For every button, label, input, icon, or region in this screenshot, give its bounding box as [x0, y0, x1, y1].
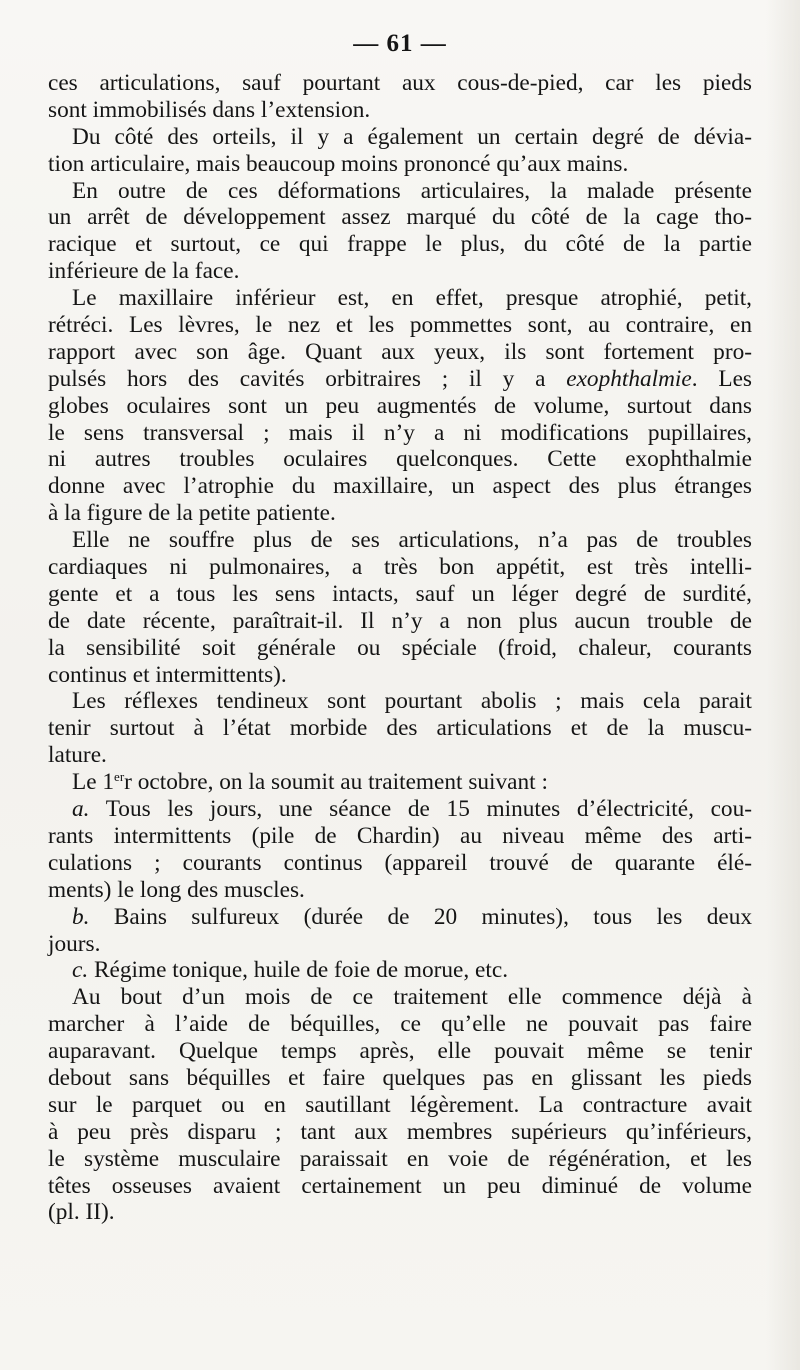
text-line: c. Régime tonique, huile de foie de morue, etc.: [72, 957, 509, 984]
text-line: rapport avec son âge. Quant aux yeux, ils sont fortement pro-: [48, 338, 752, 365]
text-line: En outre de ces déformations articulaires, la malade présente: [72, 177, 752, 204]
text-line: tenir surtout à l’état morbide des articulations et de la muscu-: [48, 715, 752, 742]
text-line: ces articulations, sauf pourtant aux cous-de-pied, car les pieds: [48, 70, 752, 96]
paragraph: [48, 688, 752, 769]
paragraph: [48, 70, 752, 124]
text-line: le système musculaire paraissait en voie de régénération, et les: [48, 1145, 752, 1172]
text-line: Le 1err octobre, on la soumit au traitement suivant :: [72, 769, 548, 796]
text-line: sur le parquet ou en sautillant légèrement. La contracture avait: [48, 1091, 752, 1118]
text-line: gente et a tous les sens intacts, sauf un léger degré de surdité,: [48, 580, 752, 607]
text-line: Au bout d’un mois de ce traitement elle commence déjà à: [72, 984, 752, 1011]
text-line: Les réflexes tendineux sont pourtant abolis ; mais cela parait: [72, 688, 752, 715]
text-line: ni autres troubles oculaires quelconques. Cette exophthalmie: [48, 446, 752, 473]
paragraph: [48, 796, 752, 904]
paragraph: [48, 285, 752, 527]
page-number: — 61 —: [353, 30, 447, 57]
text-line: Le maxillaire inférieur est, en effet, presque atrophié, petit,: [72, 285, 752, 312]
body-text: [48, 70, 752, 1226]
paragraph: [48, 904, 752, 958]
text-line: le sens transversal ; mais il n’y a ni modifications pupillaires,: [48, 419, 752, 446]
text-line: sont immobilisés dans l’extension.: [48, 96, 371, 123]
text-line: b. Bains sulfureux (durée de 20 minutes), tous les deux: [72, 903, 752, 930]
text-line: jours.: [48, 930, 101, 957]
text-line: Du côté des orteils, il y a également un certain degré de dévia-: [72, 123, 752, 150]
text-line: tion articulaire, mais beaucoup moins prononcé qu’aux mains.: [48, 150, 629, 177]
text-line: a. Tous les jours, une séance de 15 minutes d’électricité, cou-: [72, 796, 752, 823]
text-line: auparavant. Quelque temps après, elle pouvait même se tenir: [48, 1038, 752, 1065]
paragraph: [48, 769, 752, 796]
text-line: culations ; courants continus (appareil trouvé de quarante élé-: [48, 849, 752, 876]
text-line: têtes osseuses avaient certainement un peu diminué de volume: [48, 1172, 752, 1199]
text-line: ments) le long des muscles.: [48, 876, 305, 903]
text-line: (pl. II).: [48, 1199, 115, 1226]
text-line: un arrêt de développement assez marqué du côté de la cage tho-: [48, 204, 752, 231]
text-line: rants intermittents (pile de Chardin) au niveau même des arti-: [48, 822, 752, 849]
text-line: inférieure de la face.: [48, 258, 240, 285]
text-line: de date récente, paraîtrait-il. Il n’y a non plus aucun trouble de: [48, 607, 752, 634]
text-line: à la figure de la petite patiente.: [48, 500, 336, 527]
paragraph: [48, 527, 752, 688]
text-line: donne avec l’atrophie du maxillaire, un aspect des plus étranges: [48, 473, 752, 500]
text-line: cardiaques ni pulmonaires, a très bon appétit, est très intelli-: [48, 554, 752, 581]
paragraph: [48, 178, 752, 286]
text-line: à peu près disparu ; tant aux membres supérieurs qu’inférieurs,: [48, 1118, 752, 1145]
text-line: globes oculaires sont un peu augmentés de volume, surtout dans: [48, 392, 752, 419]
text-line: debout sans béquilles et faire quelques pas en glissant les pieds: [48, 1064, 752, 1091]
text-line: pulsés hors des cavités orbitraires ; il y a exophthalmie. Les: [48, 365, 752, 392]
text-line: rétréci. Les lèvres, le nez et les pommettes sont, au contraire, en: [48, 312, 752, 339]
text-line: Elle ne souffre plus de ses articulations, n’a pas de troubles: [72, 527, 752, 554]
text-line: continus et intermittents).: [48, 661, 287, 688]
page-edge-shadow: [766, 0, 800, 1370]
text-line: marcher à l’aide de béquilles, ce qu’elle ne pouvait pas faire: [48, 1011, 752, 1038]
text-line: la sensibilité soit générale ou spéciale (froid, chaleur, courants: [48, 634, 752, 661]
paragraph: [48, 957, 752, 984]
text-line: lature.: [48, 742, 107, 769]
text-line: racique et surtout, ce qui frappe le plus, du côté de la partie: [48, 231, 752, 258]
paragraph: [48, 984, 752, 1226]
paragraph: [48, 124, 752, 178]
